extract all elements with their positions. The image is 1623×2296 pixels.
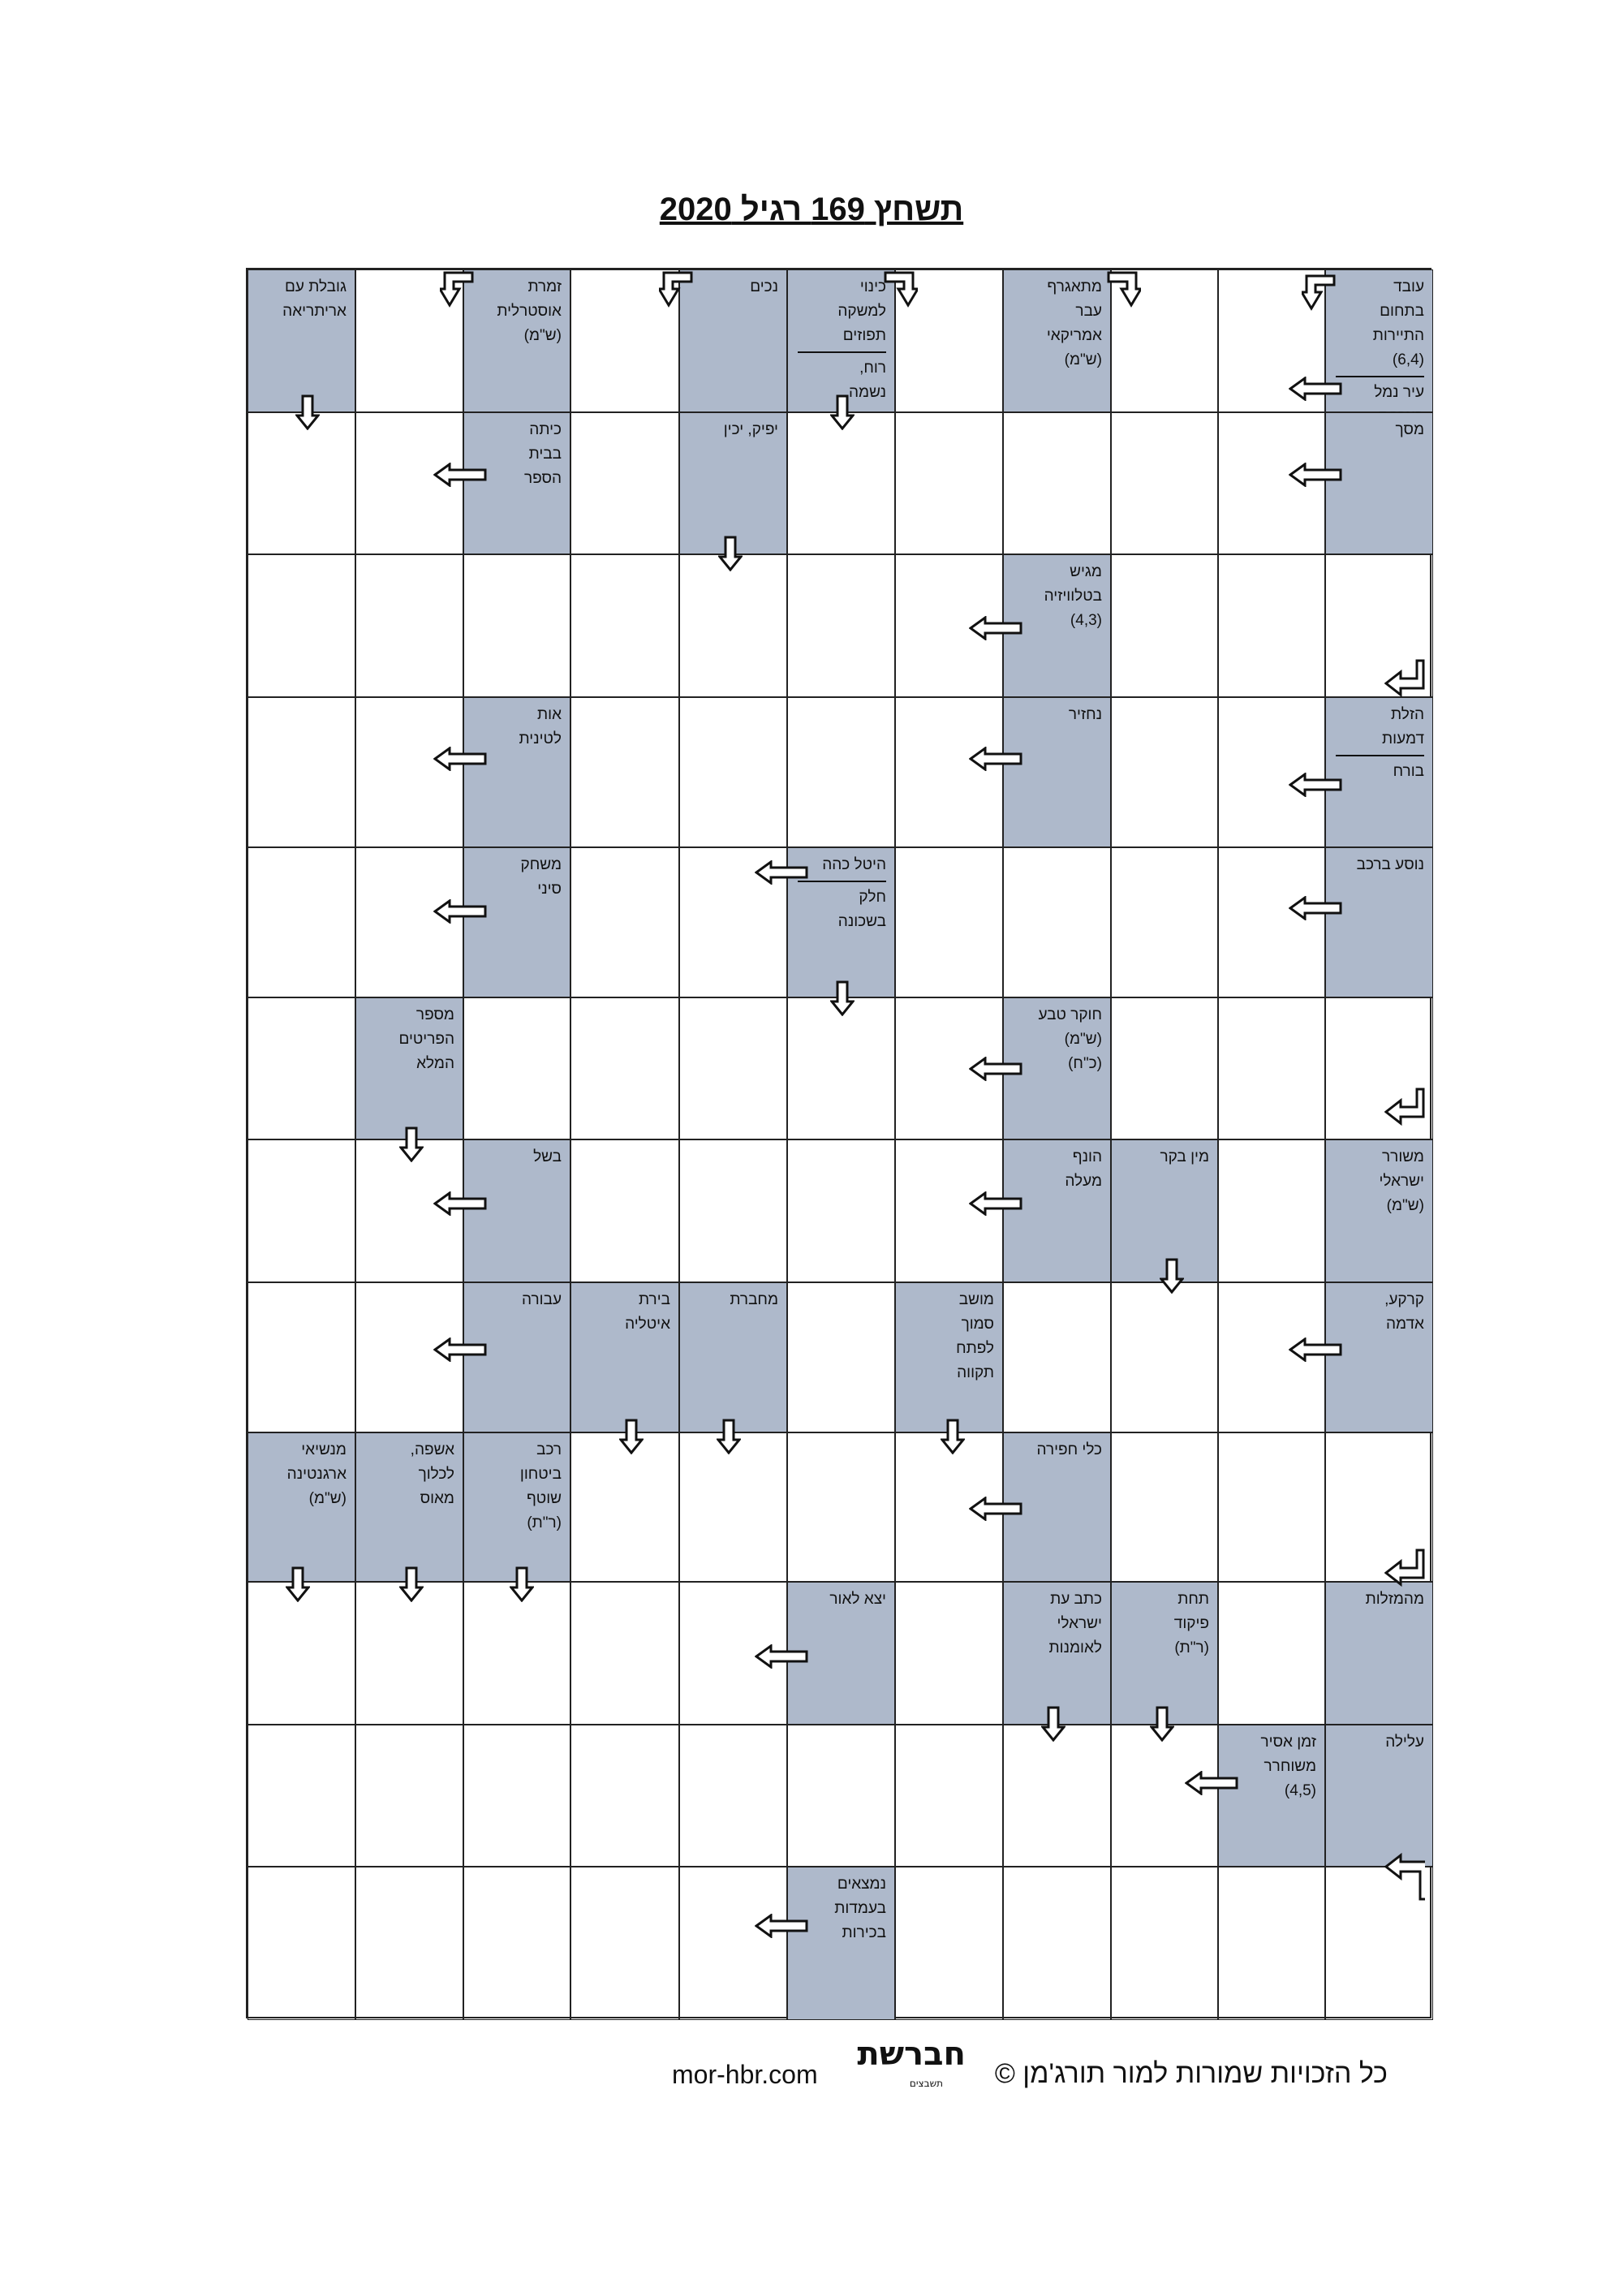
answer-cell[interactable]: [895, 697, 1003, 847]
clue-cell: [1111, 1582, 1218, 1725]
answer-cell[interactable]: [248, 1725, 355, 1867]
clue-text: כיתה בבית הספר: [523, 421, 562, 487]
clue-cell: [1003, 697, 1111, 847]
direction-arrow-icon: [717, 1419, 741, 1454]
answer-cell[interactable]: [355, 554, 463, 697]
clue-text-secondary: רוח, נשמה: [849, 360, 886, 401]
clue-text: משורר ישראלי (ש"מ): [1379, 1148, 1424, 1214]
direction-arrow-icon: [755, 1914, 808, 1938]
answer-cell[interactable]: [248, 847, 355, 997]
answer-cell[interactable]: [248, 997, 355, 1139]
direction-arrow-icon: [941, 1419, 965, 1454]
answer-cell[interactable]: [787, 1139, 895, 1282]
clue-cell: [1325, 1139, 1433, 1282]
clue-cell: [1325, 1582, 1433, 1725]
answer-cell[interactable]: [679, 697, 787, 847]
answer-cell[interactable]: [463, 1725, 570, 1867]
logo-subtext: תשבצים: [909, 2078, 943, 2089]
answer-cell[interactable]: [895, 1725, 1003, 1867]
clue-text: מגיש בטלוויזיה (4,3): [1044, 563, 1102, 629]
direction-arrow-icon: [433, 1191, 487, 1216]
direction-arrow-icon: [755, 1644, 808, 1669]
answer-cell[interactable]: [1003, 1867, 1111, 2020]
answer-cell[interactable]: [895, 412, 1003, 554]
clue-separator: [1336, 755, 1424, 756]
answer-cell[interactable]: [1218, 1582, 1325, 1725]
answer-cell[interactable]: [248, 1582, 355, 1725]
clue-text: גובלת עם אריתריאה: [282, 278, 347, 320]
answer-cell[interactable]: [1218, 554, 1325, 697]
answer-cell[interactable]: [570, 1725, 679, 1867]
crossword-grid[interactable]: [246, 268, 1431, 2018]
clue-text: מסך: [1395, 421, 1424, 438]
clue-text: כלי חפירה: [1036, 1441, 1102, 1458]
clue-text-secondary: חלק בשכונה: [837, 889, 886, 930]
clue-text: עלילה: [1385, 1734, 1424, 1751]
answer-cell[interactable]: [248, 554, 355, 697]
direction-arrow-icon: [433, 463, 487, 487]
answer-cell[interactable]: [679, 1725, 787, 1867]
direction-arrow-icon: [1289, 377, 1342, 401]
clue-text: נמצאים בעמדות בכירות: [834, 1876, 886, 1941]
answer-cell[interactable]: [570, 1139, 679, 1282]
clue-text: מנשיאי ארגנטינה (ש"מ): [286, 1441, 347, 1507]
clue-text: חוקר טבע (ש"מ) (כ"ח): [1038, 1006, 1102, 1072]
clue-separator: [1336, 376, 1424, 377]
clue-text: זמן אסיר משוחרר (4,5): [1260, 1734, 1316, 1799]
clue-text: אות לטינית: [519, 706, 562, 747]
clue-text: משחק סיני: [520, 856, 562, 898]
clue-cell: [679, 1282, 787, 1432]
answer-cell[interactable]: [787, 697, 895, 847]
answer-cell[interactable]: [1111, 697, 1218, 847]
clue-text: הזלת דמעות: [1382, 706, 1424, 747]
direction-arrow-icon: [510, 1566, 534, 1602]
answer-cell[interactable]: [679, 997, 787, 1139]
answer-cell[interactable]: [1218, 1432, 1325, 1582]
answer-cell[interactable]: [1003, 1725, 1111, 1867]
logo-text: חברשת: [857, 2035, 966, 2073]
answer-cell[interactable]: [787, 1432, 895, 1582]
answer-cell[interactable]: [248, 1282, 355, 1432]
answer-cell[interactable]: [248, 412, 355, 554]
clue-cell: [463, 269, 570, 412]
answer-cell[interactable]: [1218, 847, 1325, 997]
direction-arrow-icon: [718, 536, 743, 571]
direction-arrow-icon: [619, 1419, 644, 1454]
answer-cell[interactable]: [787, 1725, 895, 1867]
answer-cell[interactable]: [1111, 997, 1218, 1139]
answer-cell[interactable]: [1218, 1139, 1325, 1282]
clue-cell: [570, 1282, 679, 1432]
direction-arrow-icon: [1105, 269, 1141, 308]
answer-cell[interactable]: [1111, 1867, 1218, 2020]
answer-cell[interactable]: [1003, 1282, 1111, 1432]
direction-arrow-icon: [882, 269, 918, 308]
direction-arrow-icon: [399, 1566, 424, 1602]
clue-text: בשל: [533, 1148, 562, 1165]
answer-cell[interactable]: [1111, 847, 1218, 997]
clue-cell: [463, 697, 570, 847]
answer-cell[interactable]: [463, 554, 570, 697]
clue-text: מחברת: [730, 1291, 778, 1308]
clue-cell: [895, 1282, 1003, 1432]
answer-cell[interactable]: [355, 1582, 463, 1725]
clue-cell: [787, 1867, 895, 2020]
answer-cell[interactable]: [1111, 554, 1218, 697]
direction-arrow-icon: [830, 394, 855, 430]
direction-arrow-icon: [969, 747, 1022, 771]
clue-text: יצא לאור: [829, 1591, 886, 1608]
clue-text: נוסע ברכב: [1356, 856, 1424, 873]
answer-cell[interactable]: [248, 1139, 355, 1282]
answer-cell[interactable]: [570, 554, 679, 697]
direction-arrow-icon: [969, 1191, 1022, 1216]
answer-cell[interactable]: [787, 997, 895, 1139]
answer-cell[interactable]: [679, 554, 787, 697]
direction-arrow-icon: [1384, 657, 1425, 698]
answer-cell[interactable]: [787, 412, 895, 554]
page-title: תשחץ 169 רגיל 2020: [659, 192, 964, 227]
answer-cell[interactable]: [248, 697, 355, 847]
answer-cell[interactable]: [355, 1867, 463, 2020]
clue-text-secondary: עיר נמל: [1374, 384, 1424, 401]
clue-text: כתב עת ישראלי לאומנות: [1048, 1591, 1102, 1656]
clue-text: בירת איטליה: [625, 1291, 670, 1333]
answer-cell[interactable]: [570, 847, 679, 997]
direction-arrow-icon: [969, 1057, 1022, 1081]
answer-cell[interactable]: [570, 1582, 679, 1725]
answer-cell[interactable]: [895, 847, 1003, 997]
clue-text: אשפה, לכלוך מאוס: [410, 1441, 454, 1507]
answer-cell[interactable]: [1111, 412, 1218, 554]
direction-arrow-icon: [399, 1126, 424, 1162]
answer-cell[interactable]: [570, 1867, 679, 2020]
direction-arrow-icon: [1041, 1706, 1065, 1742]
direction-arrow-icon: [1289, 463, 1342, 487]
clue-cell: [463, 1432, 570, 1582]
answer-cell[interactable]: [1111, 1432, 1218, 1582]
answer-cell[interactable]: [570, 697, 679, 847]
direction-arrow-icon: [1150, 1706, 1174, 1742]
direction-arrow-icon: [433, 899, 487, 924]
clue-cell: [1218, 1725, 1325, 1867]
direction-arrow-icon: [1384, 1086, 1425, 1126]
answer-cell[interactable]: [570, 412, 679, 554]
clue-text: יפיק, יכין: [723, 421, 778, 438]
direction-arrow-icon: [1289, 896, 1342, 920]
clue-text: זמרת אוסטרלית (ש"מ): [497, 278, 562, 344]
publisher-logo: [836, 2035, 966, 2092]
clue-text: קרקע, אדמה: [1384, 1291, 1424, 1333]
direction-arrow-icon: [440, 269, 476, 308]
answer-cell[interactable]: [570, 1432, 679, 1582]
clue-text: הונף מעלה: [1065, 1148, 1102, 1190]
clue-text: מספר הפריטים המלא: [398, 1006, 454, 1072]
clue-separator: [798, 881, 886, 882]
copyright-notice: כל הזכויות שמורות למור תורג'מן ©: [994, 2058, 1388, 2089]
direction-arrow-icon: [1160, 1258, 1184, 1294]
answer-cell[interactable]: [355, 1725, 463, 1867]
clue-text: מין בקר: [1160, 1148, 1209, 1165]
answer-cell[interactable]: [463, 1867, 570, 2020]
direction-arrow-icon: [969, 616, 1022, 640]
clue-text: עבורה: [522, 1291, 562, 1308]
clue-text: נכים: [750, 278, 778, 295]
direction-arrow-icon: [286, 1566, 310, 1602]
answer-cell[interactable]: [895, 1582, 1003, 1725]
answer-cell[interactable]: [679, 1867, 787, 2020]
direction-arrow-icon: [1302, 273, 1337, 312]
direction-arrow-icon: [659, 269, 695, 308]
answer-cell[interactable]: [248, 1867, 355, 2020]
clue-cell: [248, 269, 355, 412]
answer-cell[interactable]: [895, 1867, 1003, 2020]
answer-cell[interactable]: [1218, 997, 1325, 1139]
clue-cell: [1325, 847, 1433, 997]
direction-arrow-icon: [433, 1338, 487, 1362]
direction-arrow-icon: [295, 394, 320, 430]
direction-arrow-icon: [433, 747, 487, 771]
clue-text: נחזיר: [1068, 706, 1102, 723]
direction-arrow-icon: [1384, 1547, 1425, 1587]
clue-text: מהמזלות: [1365, 1591, 1424, 1608]
answer-cell[interactable]: [463, 1582, 570, 1725]
clue-separator: [798, 351, 886, 353]
answer-cell[interactable]: [1003, 412, 1111, 554]
clue-text: רכב ביטחון שוטף (ר"ת): [519, 1441, 562, 1531]
footer-url[interactable]: mor-hbr.com: [672, 2060, 818, 2089]
direction-arrow-icon: [830, 980, 855, 1016]
answer-cell[interactable]: [679, 1139, 787, 1282]
direction-arrow-icon: [1185, 1771, 1238, 1795]
answer-cell[interactable]: [570, 997, 679, 1139]
clue-cell: [787, 269, 895, 412]
clue-text: עובד בתחום התיירות (6,4): [1372, 278, 1424, 368]
answer-cell[interactable]: [1111, 1282, 1218, 1432]
clue-cell: [1325, 1725, 1433, 1867]
answer-cell[interactable]: [1111, 1725, 1218, 1867]
clue-cell: [355, 1432, 463, 1582]
clue-text: מושב סמוך לפתח תקווה: [956, 1291, 994, 1381]
direction-arrow-icon: [1289, 773, 1342, 797]
answer-cell[interactable]: [787, 1282, 895, 1432]
clue-cell: [1003, 1582, 1111, 1725]
direction-arrow-icon: [1384, 1852, 1425, 1901]
clue-text: מתאגרף עבר אמריקאי (ש"מ): [1046, 278, 1102, 368]
clue-cell: [248, 1432, 355, 1582]
answer-cell[interactable]: [463, 997, 570, 1139]
answer-cell[interactable]: [787, 554, 895, 697]
answer-cell[interactable]: [355, 697, 463, 847]
clue-text: תחת פיקוד (ר"ת): [1173, 1591, 1209, 1656]
clue-cell: [1003, 269, 1111, 412]
answer-cell[interactable]: [1003, 847, 1111, 997]
clue-text: כינוי למשקה תפוזים: [837, 278, 886, 344]
clue-text-secondary: בורח: [1393, 763, 1424, 780]
clue-cell: [355, 997, 463, 1139]
clue-cell: [679, 412, 787, 554]
answer-cell[interactable]: [1218, 1867, 1325, 2020]
clue-cell: [679, 269, 787, 412]
answer-cell[interactable]: [679, 1432, 787, 1582]
direction-arrow-icon: [1289, 1338, 1342, 1362]
direction-arrow-icon: [755, 860, 808, 885]
direction-arrow-icon: [969, 1497, 1022, 1521]
clue-text: היטל כהה: [822, 856, 886, 873]
